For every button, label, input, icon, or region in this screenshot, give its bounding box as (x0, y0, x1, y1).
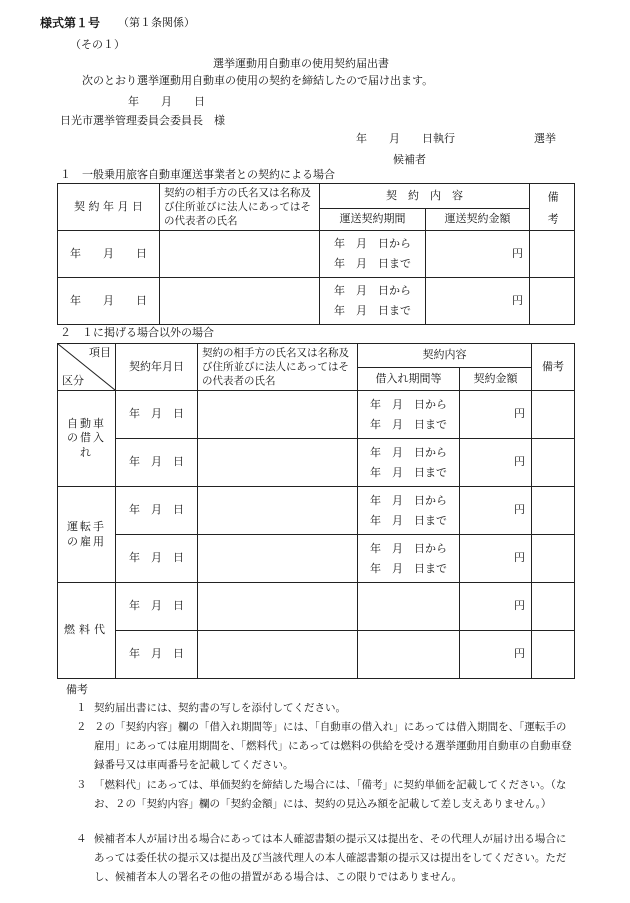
s1-header-party: 契約の相手方の氏名又は名称及び住所並びに法人にあってはその代表者の氏名 (160, 184, 320, 231)
s2-group-car-rental: 自動車の借入れ (58, 391, 116, 487)
table-row (58, 391, 575, 439)
form-part: （その１） (70, 38, 125, 51)
s2-g2-r2-party (198, 535, 358, 583)
section1-heading: １ 一般乗用旅客自動車運送事業者との契約による場合 (60, 168, 335, 181)
s2-g3-r1-date: 年 月 日 (116, 583, 198, 631)
s1-header-amount: 運送契約金額 (426, 208, 530, 230)
note-4-text: 候補者本人が届け出る場合にあっては本人確認書類の提示又は提出を、その代理人が届け出る場合にあっては委任状の提示又は提出及び当該代理人の本人確認書類の提示又は提出をしてください。ただし、候補者本人の署名その他の措置がある場合は、この限りではありません。 (94, 833, 567, 883)
form-number: 様式第１号 (40, 16, 101, 30)
s2-g1-r2-date: 年 月 日 (116, 439, 198, 487)
s1-row2-period: 年 月 日から 年 月 日まで (320, 278, 426, 325)
s2-g1-r2-remarks (532, 439, 575, 487)
table-row (58, 231, 575, 278)
s2-g1-r1-remarks (532, 391, 575, 439)
s2-header-contract: 契約内容 (358, 344, 532, 368)
s2-header-period: 借入れ期間等 (358, 367, 460, 391)
note-3-text: 「燃料代」にあっては、単価契約を締結した場合には、「備考」に契約単価を記載してください。（なお、２の「契約内容」欄の「契約金額」には、契約の見込み額を記載して差し支えありません。） (94, 779, 567, 810)
s2-g3-r2-party (198, 631, 358, 679)
s2-g3-r1-period (358, 583, 460, 631)
table-row (58, 535, 575, 583)
s1-row1-amount: 円 (426, 231, 530, 278)
s2-g2-r1-remarks (532, 487, 575, 535)
s2-g3-r2-date: 年 月 日 (116, 631, 198, 679)
election-label: 選挙 (534, 132, 556, 145)
s2-g3-r1-remarks (532, 583, 575, 631)
section2-heading: ２ １に掲げる場合以外の場合 (60, 326, 214, 339)
s1-header-remarks: 備 考 (530, 184, 575, 231)
s2-group-driver-hire: 運転手の雇用 (58, 487, 116, 583)
s2-g2-r2-amount: 円 (460, 535, 532, 583)
table-row (58, 583, 575, 631)
note-1-text: 契約届出書には、契約書の写しを添付してください。 (94, 702, 346, 714)
s2-g2-r1-date: 年 月 日 (116, 487, 198, 535)
s2-g3-r2-remarks (532, 631, 575, 679)
s1-header-date: 契 約 年 月 日 (58, 184, 160, 231)
note-4 (76, 830, 576, 887)
s2-g1-r1-amount: 円 (460, 391, 532, 439)
note-2-text: ２の「契約内容」欄の「借入れ期間等」には、「自動車の借入れ」にあっては借入期間を、「運転手の雇用」にあっては雇用期間を、「燃料代」にあっては燃料の供給を受ける選挙運動用自動車の自動車登録番号又は車両番号を記載してください。 (94, 721, 572, 771)
s2-g1-r1-date: 年 月 日 (116, 391, 198, 439)
intro-text: 次のとおり選挙運動用自動車の使用の契約を締結したので届け出ます。 (82, 74, 434, 87)
s2-g1-r2-party (198, 439, 358, 487)
s1-row1-remarks (530, 231, 575, 278)
s2-g3-r1-amount: 円 (460, 583, 532, 631)
document-title: 選挙運動用自動車の使用契約届出書 (213, 57, 389, 70)
note-2-number: ２ (76, 721, 87, 733)
s2-header-item-category (58, 344, 116, 391)
candidate-label: 候補者 (393, 153, 426, 166)
s2-group-fuel: 燃料代 (58, 583, 116, 679)
s2-g3-r2-period (358, 631, 460, 679)
table-row (58, 439, 575, 487)
s2-header-remarks: 備考 (532, 344, 575, 391)
s2-header-amount: 契約金額 (460, 367, 532, 391)
section1-table (57, 183, 575, 325)
section2-table (57, 343, 575, 679)
s2-g3-r1-party (198, 583, 358, 631)
s1-header-contract: 契 約 内 容 (320, 184, 530, 209)
s1-row1-date: 年 月 日 (58, 231, 160, 278)
s2-g1-r1-party (198, 391, 358, 439)
s2-header-party: 契約の相手方の氏名又は名称及び住所並びに法人にあってはその代表者の氏名 (198, 344, 358, 391)
s2-g2-r2-period: 年 月 日から 年 月 日まで (358, 535, 460, 583)
s2-g2-r1-party (198, 487, 358, 535)
note-3 (76, 776, 576, 814)
note-1-number: １ (76, 702, 87, 714)
s1-row2-party (160, 278, 320, 325)
s2-g1-r1-period: 年 月 日から 年 月 日まで (358, 391, 460, 439)
s2-g2-r2-date: 年 月 日 (116, 535, 198, 583)
s1-row1-party (160, 231, 320, 278)
note-2 (76, 718, 576, 775)
s1-row2-date: 年 月 日 (58, 278, 160, 325)
form-relation: （第１条関係） (118, 16, 195, 29)
s2-g1-r2-period: 年 月 日から 年 月 日まで (358, 439, 460, 487)
s2-header-date: 契約年月日 (116, 344, 198, 391)
note-1 (76, 699, 576, 718)
notes-heading: 備考 (66, 683, 88, 696)
s1-row1-period: 年 月 日から 年 月 日まで (320, 231, 426, 278)
election-date: 年 月 日執行 (356, 132, 455, 145)
s2-g2-r1-amount: 円 (460, 487, 532, 535)
table-row (58, 631, 575, 679)
s2-g1-r2-amount: 円 (460, 439, 532, 487)
table-row (58, 278, 575, 325)
table-row (58, 487, 575, 535)
note-3-number: ３ (76, 779, 87, 791)
s2-header-item: 項目 (89, 346, 111, 359)
addressee: 日光市選挙管理委員会委員長 様 (60, 114, 225, 127)
s2-header-category: 区分 (62, 373, 84, 387)
submission-date: 年 月 日 (128, 95, 205, 108)
s1-row2-amount: 円 (426, 278, 530, 325)
s1-row2-remarks (530, 278, 575, 325)
s1-header-period: 運送契約期間 (320, 208, 426, 230)
s2-g2-r2-remarks (532, 535, 575, 583)
s2-g2-r1-period: 年 月 日から 年 月 日まで (358, 487, 460, 535)
note-4-number: ４ (76, 833, 87, 845)
s2-g3-r2-amount: 円 (460, 631, 532, 679)
